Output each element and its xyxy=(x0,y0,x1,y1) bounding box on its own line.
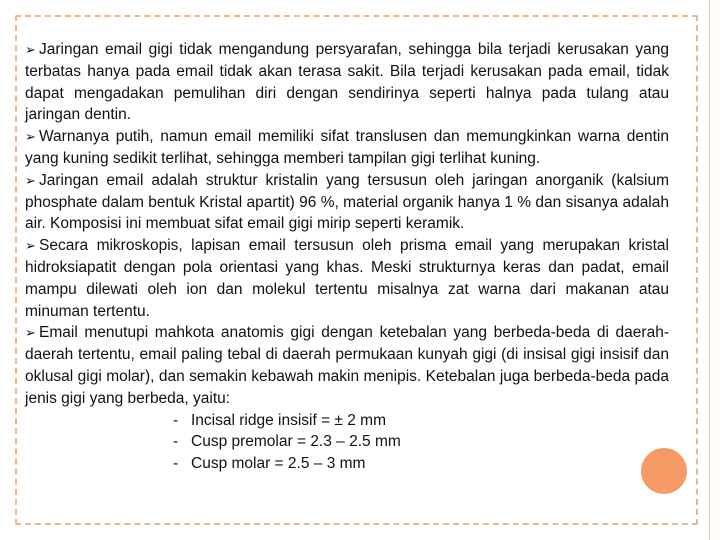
paragraph-4 xyxy=(25,235,669,322)
paragraph-1-text: Jaringan email gigi tidak mengandung persyarafan, sehingga bila terjadi kerusakan yang terbatas hanya pada email tidak akan terasa sakit. Bila terjadi kerusakan pada email, tidak dapat mengadakan pemulihan diri dengan sendirinya seperti halnya pada tulang atau jaringan dentin. xyxy=(25,41,669,124)
paragraph-2 xyxy=(25,126,669,170)
thickness-list xyxy=(25,410,669,475)
dash-bullet-icon: - xyxy=(173,433,179,451)
edge-line xyxy=(709,0,710,540)
dash-bullet-icon: - xyxy=(173,455,179,473)
paragraph-5 xyxy=(25,322,669,409)
slide-content xyxy=(25,39,669,475)
paragraph-3 xyxy=(25,170,669,235)
arrow-bullet-icon: ➢ xyxy=(25,42,36,57)
list-item xyxy=(173,453,669,475)
paragraph-1 xyxy=(25,39,669,126)
paragraph-4-text: Secara mikroskopis, lapisan email tersusun oleh prisma email yang merupakan kristal hidroksiapatit dengan pola orientasi yang khas. Meski strukturnya keras dan padat, email mampu dilewati oleh ion dan molekul tertentu misalnya zat warna dari makanan atau minuman tertentu. xyxy=(25,237,669,320)
list-item xyxy=(173,410,669,432)
paragraph-5-text: Email menutupi mahkota anatomis gigi dengan ketebalan yang berbeda-beda di daerah-daerah tertentu, email paling tebal di daerah permukaan kunyah gigi (di insisal gigi insisif dan oklusal gigi molar), dan semakin kebawah makin menipis. Ketebalan juga berbeda-beda pada jenis gigi yang berbeda, yaitu: xyxy=(25,324,669,407)
list-item xyxy=(173,431,669,453)
arrow-bullet-icon: ➢ xyxy=(25,129,36,145)
dash-bullet-icon: - xyxy=(173,411,179,429)
arrow-bullet-icon: ➢ xyxy=(25,238,36,254)
paragraph-2-text: Warnanya putih, namun email memiliki sifat translusen dan memungkinkan warna dentin yang kuning sedikit terlihat, sehingga memberi tampilan gigi terlihat kuning. xyxy=(25,128,669,167)
arrow-bullet-icon: ➢ xyxy=(25,172,36,188)
list-item-text: Cusp molar = 2.5 – 3 mm xyxy=(191,455,366,473)
list-item-text: Cusp premolar = 2.3 – 2.5 mm xyxy=(191,433,401,451)
arrow-bullet-icon: ➢ xyxy=(25,325,36,341)
paragraph-3-text: Jaringan email adalah struktur kristalin yang tersusun oleh jaringan anorganik (kalsium phosphate dalam bentuk Kristal apartit) 96 %, material organik hanya 1 % dan sisanya adalah air. Komposisi ini membuat sifat email gigi mirip seperti keramik. xyxy=(25,171,669,233)
list-item-text: Incisal ridge insisif = ± 2 mm xyxy=(191,411,386,429)
